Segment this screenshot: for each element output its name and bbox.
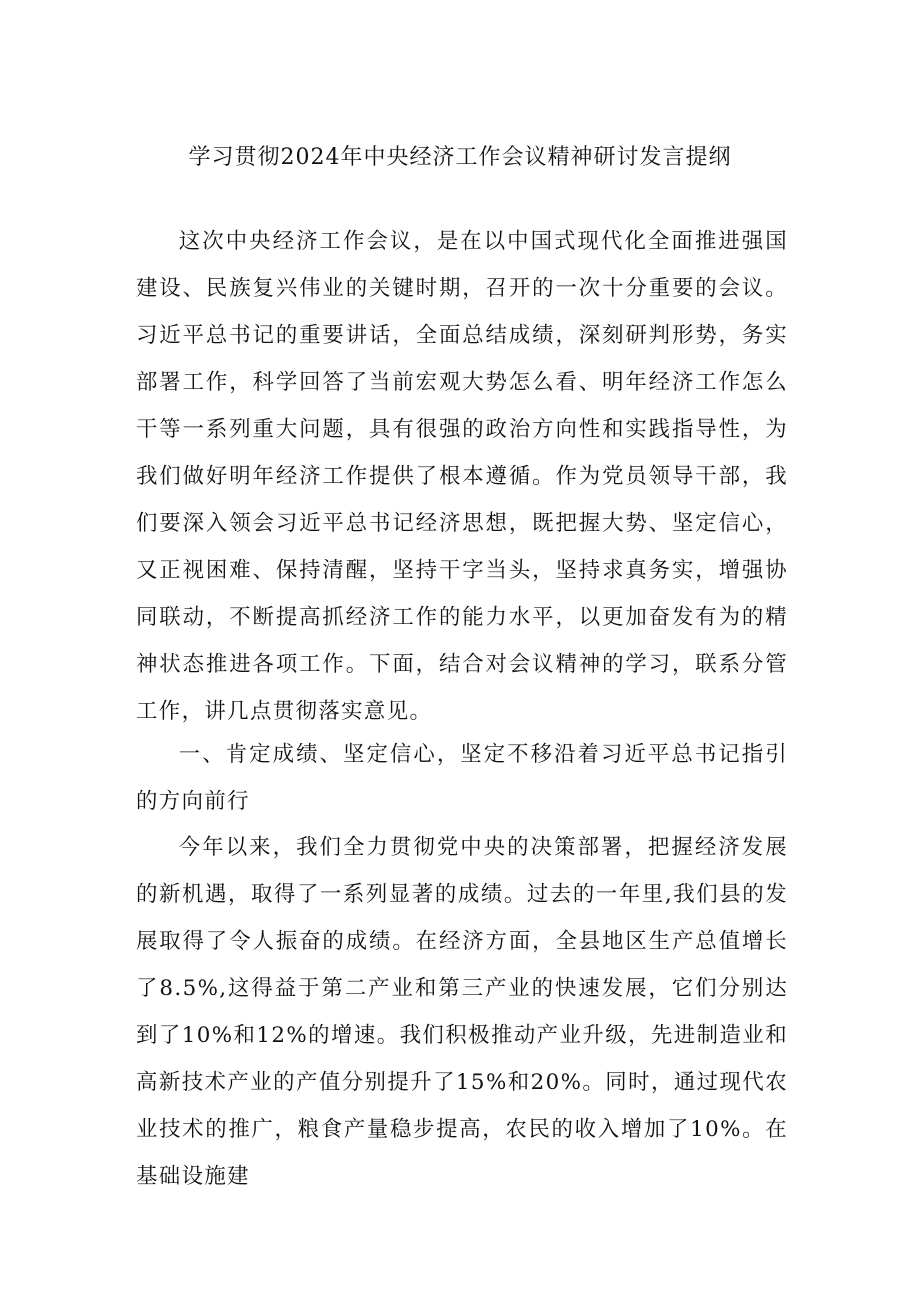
section-paragraph-1: 今年以来，我们全力贯彻党中央的决策部署，把握经济发展的新机遇，取得了一系列显著的成绩。过去的一年里,我们县的发展取得了令人振奋的成绩。在经济方面，全县地区生产总值增长了8.5%,这得益于第二产业和第三产业的快速发展，它们分别达到了10%和12%的增速。我们积极推动产业升级，先进制造业和高新技术产业的产值分别提升了15%和20%。同时，通过现代农业技术的推广，粮食产量稳步提高，农民的收入增加了10%。在基础设施建 [136, 835, 788, 1189]
document-title: 学习贯彻2024年中央经济工作会议精神研讨发言提纲 [188, 145, 732, 170]
section-heading-1: 一、肯定成绩、坚定信心，坚定不移沿着习近平总书记指引的方向前行 [136, 742, 788, 814]
intro-paragraph: 这次中央经济工作会议，是在以中国式现代化全面推进强国建设、民族复兴伟业的关键时期，召开的一次十分重要的会议。习近平总书记的重要讲话，全面总结成绩，深刻研判形势，务实部署工作，科学回答了当前宏观大势怎么看、明年经济工作怎么干等一系列重大问题，具有很强的政治方向性和实践指导性，为我们做好明年经济工作提供了根本遵循。作为党员领导干部，我们要深入领会习近平总书记经济思想，既把握大势、坚定信心，又正视困难、保持清醒，坚持干字当头，坚持求真务实，增强协同联动，不断提高抓经济工作的能力水平，以更加奋发有为的精神状态推进各项工作。下面，结合对会议精神的学习，联系分管工作，讲几点贯彻落实意见。 [136, 229, 788, 724]
